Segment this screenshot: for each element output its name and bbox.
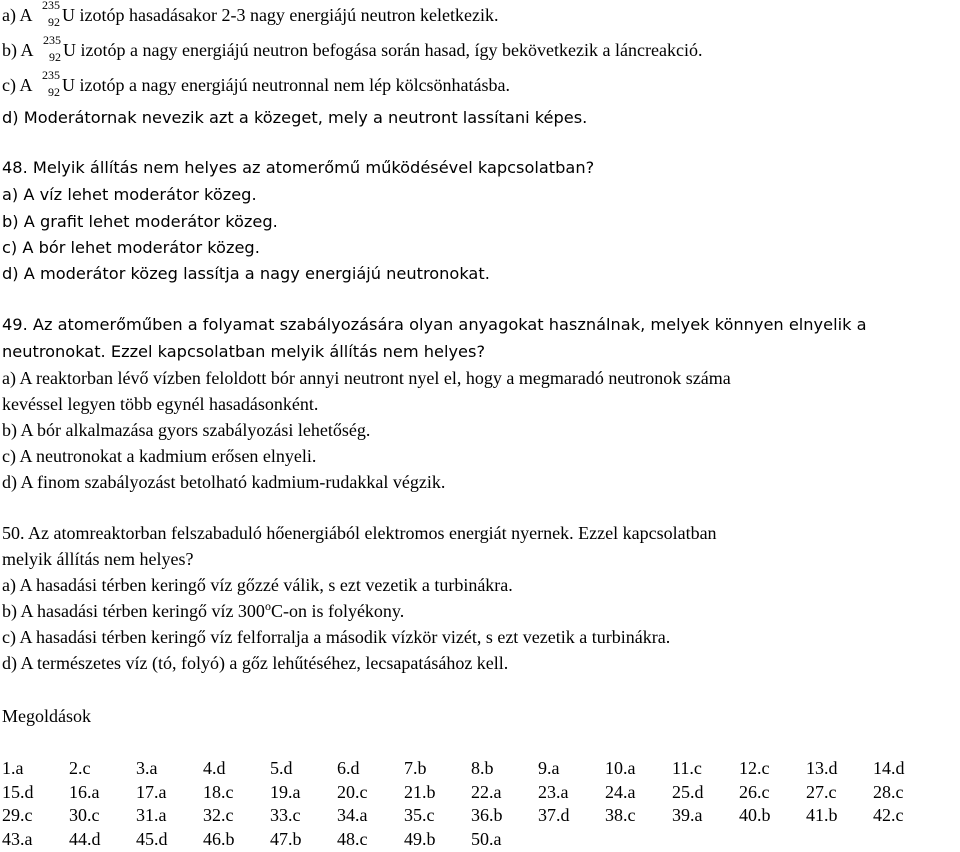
answers-body <box>2 757 940 851</box>
question-50-line-1: 50. Az atomreaktorban felszabaduló hőenergiából elektromos energiát nyernek. Ezzel kapcsolatban <box>2 523 717 543</box>
answer-cell: 28.c <box>873 781 904 802</box>
answers-table <box>2 757 940 851</box>
answer-cell: 12.c <box>739 758 770 778</box>
answer-cell: 7.b <box>404 758 427 778</box>
question-48: 48. Melyik állítás nem helyes az atomerőmű működésével kapcsolatban? <box>2 158 595 177</box>
answer-cell: 23.a <box>538 781 569 802</box>
answer-cell: 15.d <box>2 781 34 802</box>
answer-cell: 10.a <box>605 758 636 778</box>
answer-cell: 4.d <box>203 758 226 778</box>
answer-cell: 33.c <box>270 805 301 826</box>
mass-number: 235 <box>42 68 60 82</box>
answers-row <box>2 757 940 781</box>
answer-cell: 32.c <box>203 805 234 826</box>
q49-option-d: d) A finom szabályozást betolható kadmium-rudakkal végzik. <box>2 472 446 492</box>
q50-option-c: c) A hasadási térben keringő víz felforralja a második vízkör vizét, s ezt vezetik a turbinákra. <box>2 627 671 647</box>
answer-cell: 27.c <box>806 781 837 802</box>
element-symbol: U <box>63 40 77 60</box>
answer-cell: 42.c <box>873 805 904 826</box>
atomic-number: 92 <box>49 50 62 64</box>
answer-cell: 46.b <box>203 828 235 849</box>
answer-cell: 38.c <box>605 805 636 826</box>
answer-cell: 18.c <box>203 781 234 802</box>
question-50-line-2: melyik állítás nem helyes? <box>2 549 194 569</box>
answers-row <box>2 828 940 852</box>
answer-cell: 20.c <box>337 781 368 802</box>
answer-cell: 5.d <box>270 758 293 778</box>
answer-cell: 17.a <box>136 781 167 802</box>
option-prefix: b) A <box>2 40 38 60</box>
answer-cell: 16.a <box>69 781 100 802</box>
q48-option-b: b) A grafit lehet moderátor közeg. <box>2 212 278 231</box>
answer-cell: 40.b <box>739 805 771 826</box>
question-49-line-2: neutronokat. Ezzel kapcsolatban melyik állítás nem helyes? <box>2 342 486 361</box>
answer-cell: 43.a <box>2 828 33 849</box>
answer-cell: 11.c <box>672 758 702 778</box>
answer-cell: 22.a <box>471 781 502 802</box>
q49-option-c: c) A neutronokat a kadmium erősen elnyeli. <box>2 446 317 466</box>
answer-cell: 36.b <box>471 805 503 826</box>
answers-row <box>2 781 940 805</box>
answer-cell: 37.d <box>538 805 570 826</box>
q50-option-a: a) A hasadási térben keringő víz gőzzé válik, s ezt vezetik a turbinákra. <box>2 575 513 595</box>
answer-cell: 2.c <box>69 758 91 778</box>
option-text: izotóp hasadásakor 2-3 nagy energiájú neutron keletkezik. <box>75 5 499 25</box>
answer-cell: 48.c <box>337 828 368 849</box>
q48-option-d: d) A moderátor közeg lassítja a nagy energiájú neutronokat. <box>2 264 490 283</box>
prev-option-d: d) Moderátornak nevezik azt a közeget, mely a neutront lassítani képes. <box>2 108 588 127</box>
answer-cell: 19.a <box>270 781 301 802</box>
answer-cell: 3.a <box>136 758 158 778</box>
answer-cell: 14.d <box>873 758 905 778</box>
mass-number: 235 <box>43 33 62 47</box>
atomic-number: 92 <box>48 15 60 29</box>
q49-option-a-line-1: a) A reaktorban lévő vízben feloldott bór annyi neutront nyel el, hogy a megmaradó neutronok száma <box>2 368 731 388</box>
answer-cell: 6.d <box>337 758 360 778</box>
solutions-heading: Megoldások <box>2 706 91 726</box>
mass-number: 235 <box>42 0 60 12</box>
degree-superscript: o <box>264 599 271 613</box>
answer-cell: 24.a <box>605 781 636 802</box>
answers-row <box>2 804 940 828</box>
answer-cell: 47.b <box>270 828 302 849</box>
option-text: izotóp a nagy energiájú neutronnal nem lép kölcsönhatásba. <box>75 75 511 95</box>
option-text: izotóp a nagy energiájú neutron befogása során hasad, így bekövetkezik a láncreakció. <box>76 40 703 60</box>
prev-option-b <box>2 33 703 64</box>
option-prefix: a) A <box>2 5 36 25</box>
option-text: b) A hasadási térben keringő víz 300 <box>2 601 265 621</box>
answer-cell: 49.b <box>404 828 436 849</box>
answer-cell: 31.a <box>136 805 167 826</box>
atomic-number: 92 <box>48 85 60 99</box>
answer-cell: 45.d <box>136 828 168 849</box>
answer-cell: 9.a <box>538 758 560 778</box>
answer-cell: 35.c <box>404 805 435 826</box>
nuclide-notation <box>37 33 63 64</box>
answer-cell: 29.c <box>2 805 33 826</box>
answer-cell: 34.a <box>337 805 368 826</box>
answer-cell: 26.c <box>739 781 770 802</box>
element-symbol: U <box>62 75 75 95</box>
q50-option-b <box>2 600 404 622</box>
option-text: C-on is folyékony. <box>270 601 405 621</box>
answer-cell: 1.a <box>2 758 24 778</box>
option-prefix: c) A <box>2 75 36 95</box>
prev-option-c <box>2 68 511 99</box>
answer-cell: 25.d <box>672 781 704 802</box>
q48-option-a: a) A víz lehet moderátor közeg. <box>2 185 257 204</box>
answer-cell: 21.b <box>404 781 436 802</box>
q48-option-c: c) A bór lehet moderátor közeg. <box>2 238 260 257</box>
question-49-line-1: 49. Az atomerőműben a folyamat szabályozására olyan anyagokat használnak, melyek könnyen elnyelik a <box>2 315 867 334</box>
q49-option-a-line-2: kevéssel legyen több egynél hasadásonként. <box>2 394 319 414</box>
answer-cell: 13.d <box>806 758 838 778</box>
answer-cell: 39.a <box>672 805 703 826</box>
answer-cell: 50.a <box>471 828 502 849</box>
answer-cell: 8.b <box>471 758 494 778</box>
answer-cell: 41.b <box>806 805 838 826</box>
q49-option-b: b) A bór alkalmazása gyors szabályozási lehetőség. <box>2 420 371 440</box>
nuclide-notation <box>36 68 62 99</box>
nuclide-notation <box>36 0 62 29</box>
q50-option-d: d) A természetes víz (tó, folyó) a gőz lehűtéséhez, lecsapatásához kell. <box>2 653 509 673</box>
answer-cell: 30.c <box>69 805 100 826</box>
answer-cell: 44.d <box>69 828 101 849</box>
element-symbol: U <box>62 5 75 25</box>
prev-option-a <box>2 0 499 29</box>
